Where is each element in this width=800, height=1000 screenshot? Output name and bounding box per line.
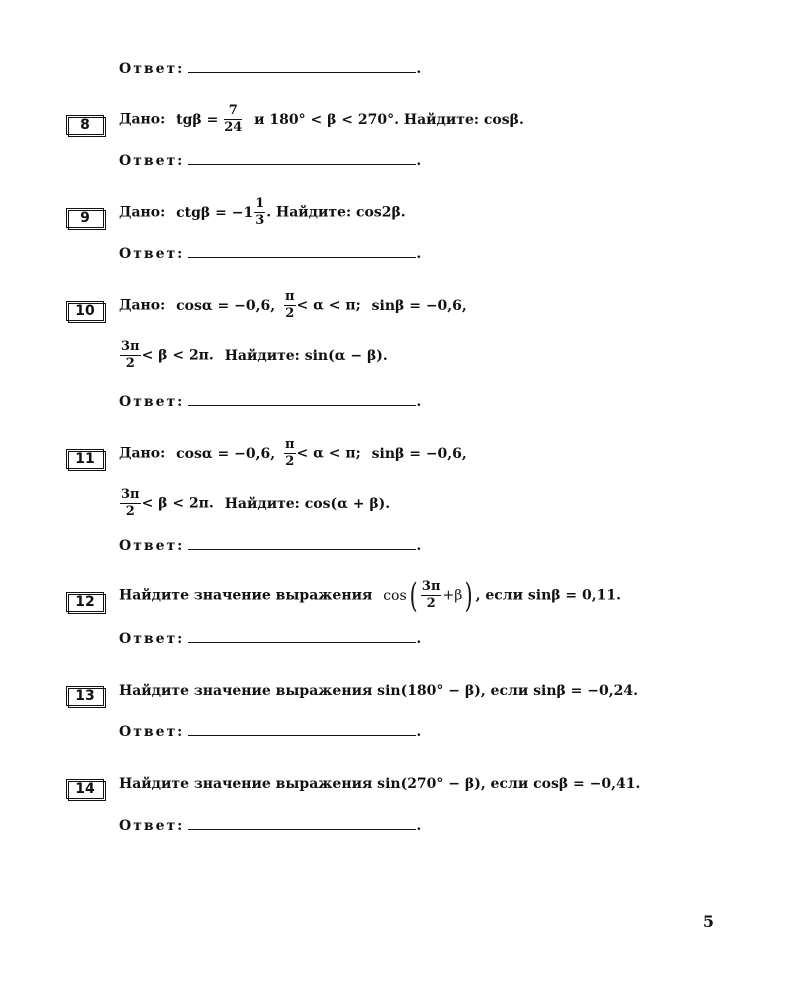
question-13-text: Найдите значение выражения sin(180° − β), если sinβ = −0,24. [119, 683, 638, 699]
answer-blank[interactable] [188, 537, 416, 550]
question-10-line2: $\frac{3\pi}{2}$ < β < 2π. Найдите: sin(α − β). [121, 339, 388, 371]
question-number-14: 14 [66, 779, 104, 799]
answer-blank[interactable] [188, 723, 416, 736]
right-paren: ) [464, 575, 473, 616]
answer-blank[interactable] [188, 393, 416, 406]
question-8-text: Дано: tgβ = $\frac{7}{24}$ и 180° < β < 270°. Найдите: cosβ. [119, 103, 524, 135]
fraction: $\frac{3\pi}{2}$ [121, 339, 140, 371]
answer-line-12[interactable]: Ответ: . [119, 631, 422, 647]
fraction: $\frac{3\pi}{2}$ [421, 579, 441, 611]
left-paren: ( [409, 575, 418, 616]
answer-line-14[interactable]: Ответ: . [119, 818, 422, 834]
answer-blank[interactable] [188, 152, 416, 165]
question-number-13: 13 [66, 686, 104, 706]
question-number-12: 12 [66, 592, 104, 612]
answer-blank[interactable] [188, 630, 416, 643]
answer-blank[interactable] [188, 817, 416, 830]
question-11-line2: $\frac{3\pi}{2}$ < β < 2π. Найдите: cos(α + β). [121, 487, 391, 519]
answer-line-10[interactable]: Ответ: . [119, 394, 422, 410]
answer-line-11[interactable]: Ответ: . [119, 538, 422, 554]
question-number-8: 8 [66, 115, 104, 135]
question-number-11: 11 [66, 449, 104, 469]
question-11-line1: Дано: cosα = −0,6, $\frac{\pi}{2}$ < α < π; sinβ = −0,6, [119, 437, 467, 469]
fraction: $\frac{7}{24}$ [224, 103, 243, 135]
question-14-text: Найдите значение выражения sin(270° − β), если cosβ = −0,41. [119, 776, 641, 792]
answer-line-7[interactable]: Ответ: . [119, 61, 422, 77]
answer-line-13[interactable]: Ответ: . [119, 724, 422, 740]
question-number-9: 9 [66, 208, 104, 228]
fraction: $\frac{\pi}{2}$ [285, 437, 295, 469]
fraction: $\frac{\pi}{2}$ [285, 289, 295, 321]
question-9-text: Дано: ctgβ = −1 $\frac{1}{3}$ . Найдите: cos2β. [119, 196, 406, 228]
question-number-10: 10 [66, 301, 104, 321]
answer-blank[interactable] [188, 245, 416, 258]
answer-blank[interactable] [188, 60, 416, 73]
answer-line-9[interactable]: Ответ: . [119, 246, 422, 262]
fraction: $\frac{3\pi}{2}$ [121, 487, 140, 519]
fraction: $\frac{1}{3}$ [255, 196, 265, 228]
question-10-line1: Дано: cosα = −0,6, $\frac{\pi}{2}$ < α < π; sinβ = −0,6, [119, 289, 467, 321]
page-number: 5 [702, 912, 714, 931]
answer-line-8[interactable]: Ответ: . [119, 153, 422, 169]
question-12-text: Найдите значение выражения cos( $\frac{3\pi}{2}$ +β) , если sinβ = 0,11. [119, 575, 622, 616]
